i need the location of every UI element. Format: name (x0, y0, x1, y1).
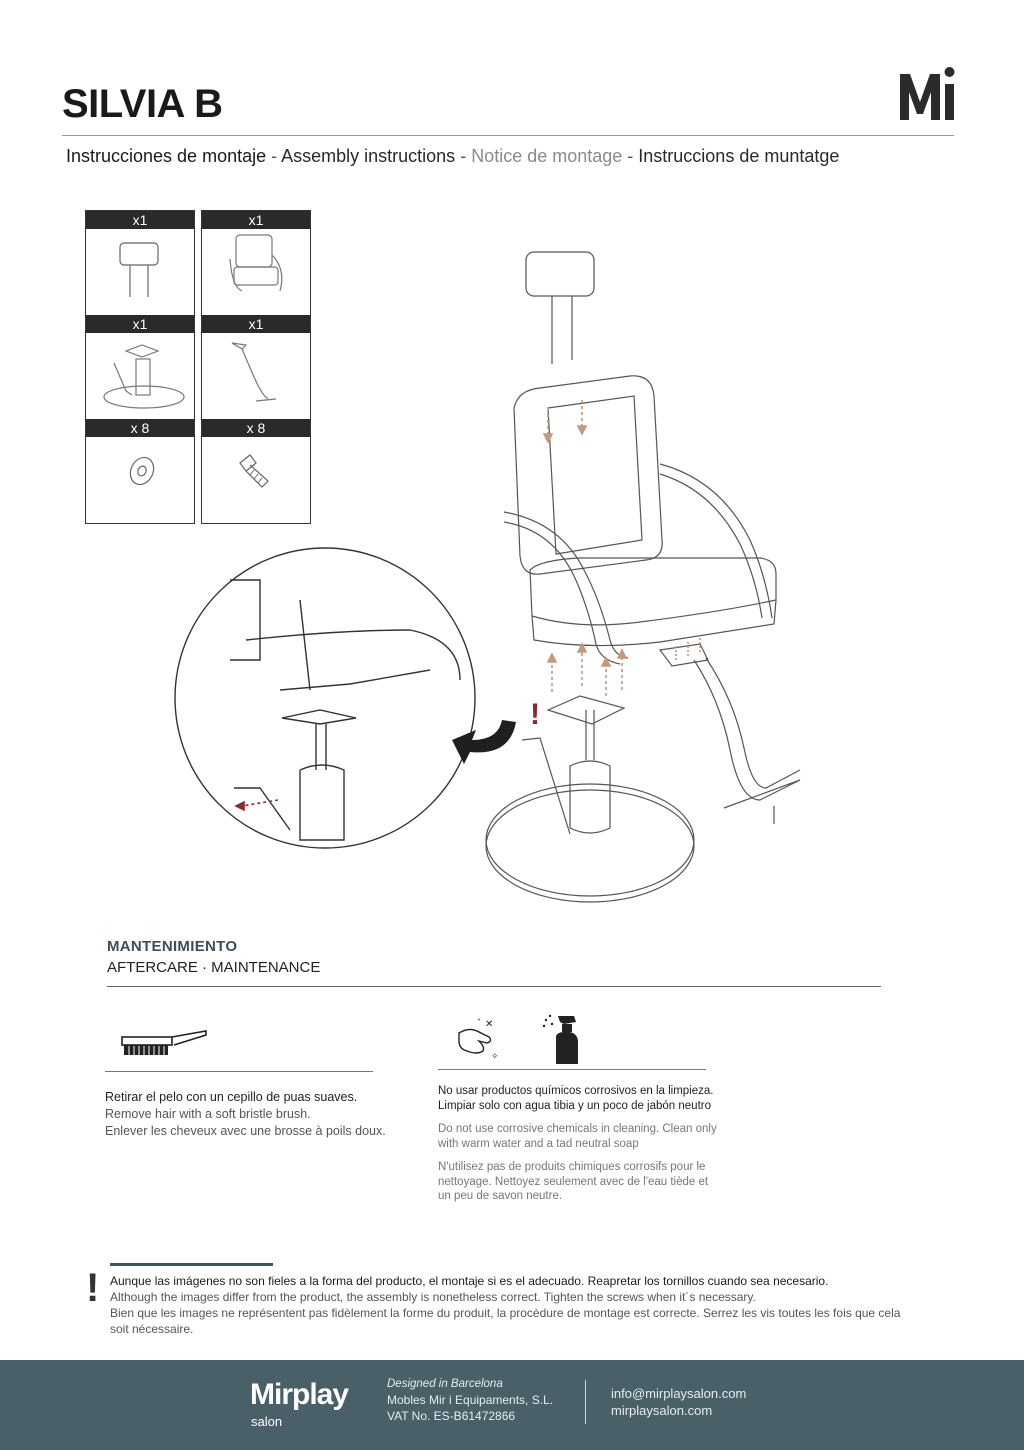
part-qty: x 8 (202, 419, 310, 437)
note-fr: Bien que les images ne représentent pas fidèlement la forme du produit, la procèdure de montage est correcte. Serrez les vis toutes les fois que cela soit nécessaire. (110, 1306, 901, 1336)
care-chemicals-es: No usar productos químicos corrosivos en la limpieza. Limpiar solo con agua tibia y un poco de jabón neutro (438, 1085, 714, 1112)
rotate-arrow-icon (452, 720, 516, 764)
footrest-drawing (660, 644, 800, 824)
subtitle-fr: Notice de montage (471, 146, 623, 166)
subtitle-ca: Instruccions de muntatge (638, 146, 840, 166)
assembly-diagram (160, 240, 860, 920)
seat-drawing (530, 558, 776, 646)
care-brush-fr: Enlever les cheveux avec une brosse à poils doux. (105, 1124, 386, 1138)
warning-mark: ! (530, 698, 540, 731)
footer-vat: VAT No. ES-B61472866 (387, 1409, 516, 1423)
product-title: SILVIA B (62, 82, 223, 126)
warning-exclamation-icon: ! (86, 1266, 100, 1310)
care-brush-text (105, 1089, 395, 1140)
backrest-drawing (514, 376, 662, 574)
care-chemicals-fr: N'utilisez pas de produits chimiques corrosifs pour le nettoyage. Nettoyez seulement avec de l'eau tiède et un peu de savon neutre. (438, 1161, 709, 1202)
care-col2-divider (438, 1069, 706, 1070)
part-qty: x1 (202, 211, 310, 229)
part-qty: x1 (86, 315, 194, 333)
mi-logo (898, 62, 958, 126)
part-qty: x1 (86, 211, 194, 229)
note-accent-bar (110, 1263, 273, 1266)
subtitle-en: Assembly instructions (281, 146, 456, 166)
subtitle-es: Instrucciones de montaje (66, 146, 267, 166)
note-en: Although the images differ from the product, the assembly is nonetheless correct. Tighten the screws when it´s necessary. (110, 1290, 756, 1304)
footer-company: Mobles Mir i Equipaments, S.L. (387, 1393, 554, 1407)
footer-designed: Designed in Barcelona (387, 1378, 503, 1390)
assembly-arrows (544, 400, 700, 696)
armrest-drawing (504, 464, 772, 664)
maintenance-subtitle: AFTERCARE · MAINTENANCE (107, 959, 321, 976)
footer-divider (585, 1380, 586, 1424)
maintenance-divider (107, 986, 881, 987)
hand-cleaning-icon (455, 1015, 503, 1063)
svg-text:✕: ✕ (485, 1019, 494, 1030)
assembly-note (110, 1273, 910, 1337)
note-es: Aunque las imágenes no son fieles a la forma del producto, el montaje si es el adecuado. Reapretar los tornillos cuando sea necesario. (110, 1274, 829, 1288)
svg-text:✧: ✧ (491, 1052, 499, 1062)
footer-website-link[interactable]: mirplaysalon.com (611, 1403, 713, 1418)
maintenance-title: MANTENIMIENTO (107, 938, 238, 955)
detail-zoom (175, 548, 475, 848)
footer-email-link[interactable]: info@mirplaysalon.com (611, 1386, 747, 1401)
part-qty: x1 (202, 315, 310, 333)
care-chemicals-text (438, 1084, 723, 1213)
base-drawing (486, 696, 694, 902)
spray-bottle-icon (540, 1012, 588, 1066)
brush-icon (120, 1025, 210, 1059)
footer-brand: Mirplay (250, 1378, 349, 1411)
header-divider (62, 135, 954, 136)
instructions-subtitle: Instrucciones de montaje - Assembly instructions - Notice de montage - Instruccions de muntatge (66, 146, 840, 166)
care-brush-en: Remove hair with a soft bristle brush. (105, 1107, 311, 1121)
care-brush-es: Retirar el pelo con un cepillo de puas suaves. (105, 1090, 358, 1104)
footer-brand-sub: salon (251, 1414, 283, 1429)
footer (0, 1360, 1024, 1450)
care-col1-divider (105, 1071, 373, 1072)
headrest-drawing (526, 252, 594, 364)
part-qty: x 8 (86, 419, 194, 437)
care-chemicals-en: Do not use corrosive chemicals in cleaning. Clean only with warm water and a tad neutral soap (438, 1123, 717, 1150)
svg-text:˅: ˅ (477, 1018, 481, 1027)
